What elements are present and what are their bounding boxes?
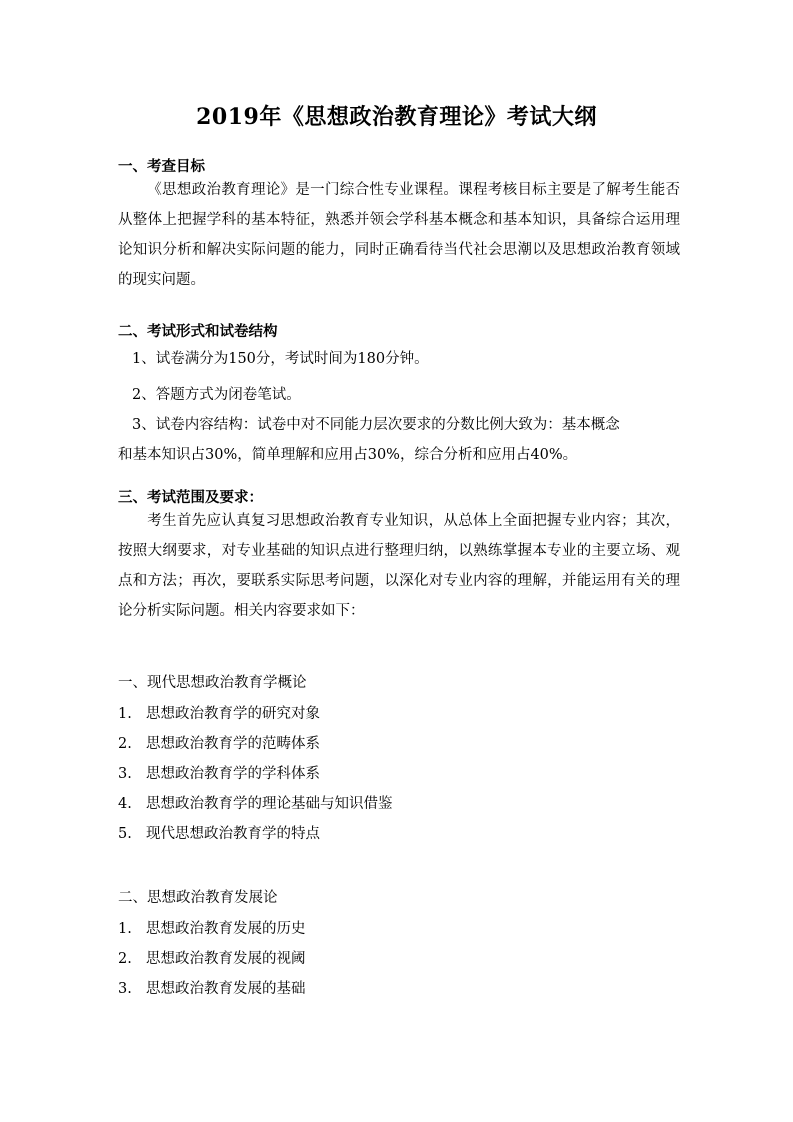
topic-1-item — [118, 794, 393, 814]
item-text: 思想政治教育学的学科体系 — [146, 766, 320, 782]
item-number: 1. — [118, 706, 132, 722]
document-title: 2019年《思想政治教育理论》考试大纲 — [196, 104, 597, 130]
section-heading-format: 二、考试形式和试卷结构 — [118, 324, 278, 340]
item-number: 2. — [118, 736, 132, 752]
section-heading-objectives: 一、考查目标 — [118, 159, 205, 175]
topic-2-item — [118, 979, 306, 999]
format-item-3: 3、试卷内容结构：试卷中对不同能力层次要求的分数比例大致为：基本概念 — [132, 417, 620, 433]
topic-heading-2: 二、思想政治教育发展论 — [118, 890, 278, 906]
item-text: 思想政治教育学的理论基础与知识借鉴 — [146, 796, 393, 812]
paragraph-text: 《思想政治教育理论》是一门综合性专业课程。课程考核目标主要是了解考生能否从整体上把握学科的基本特征，熟悉并领会学科基本概念和基本知识，具备综合运用理论知识分析和解决实际问题的能力，同时正确看待当代社会思潮以及思想政治教育领域的现实问题。 — [118, 182, 680, 288]
topic-1-item — [118, 734, 320, 754]
topic-2-item — [118, 919, 306, 939]
item-number: 3. — [118, 766, 132, 782]
item-text: 现代思想政治教育学的特点 — [146, 826, 320, 842]
item-text: 思想政治教育发展的历史 — [146, 921, 306, 937]
item-number: 3. — [118, 981, 132, 997]
section-paragraph-objectives — [118, 175, 680, 295]
topic-1-item — [118, 704, 320, 724]
item-number: 4. — [118, 796, 132, 812]
topic-2-item — [118, 949, 306, 969]
topic-heading-1: 一、现代思想政治教育学概论 — [118, 675, 307, 691]
item-text: 思想政治教育学的范畴体系 — [146, 736, 320, 752]
topic-1-item — [118, 764, 320, 784]
item-text: 思想政治教育学的研究对象 — [146, 706, 320, 722]
item-number: 5. — [118, 826, 132, 842]
format-item-3-continuation: 和基本知识占30%，简单理解和应用占30%，综合分析和应用占40%。 — [118, 447, 578, 463]
topic-1-item — [118, 824, 320, 844]
paragraph-text: 考生首先应认真复习思想政治教育专业知识，从总体上全面把握专业内容；其次，按照大纲要求，对专业基础的知识点进行整理归纳，以熟练掌握本专业的主要立场、观点和方法；再次，要联系实际思考问题，以深化对专业内容的理解，并能运用有关的理论分析实际问题。相关内容要求如下： — [118, 513, 680, 619]
item-text: 思想政治教育发展的视阈 — [146, 951, 306, 967]
format-item-2: 2、答题方式为闭卷笔试。 — [132, 387, 301, 403]
section-paragraph-scope — [118, 506, 680, 626]
section-heading-scope: 三、考试范围及要求： — [118, 490, 263, 506]
item-number: 1. — [118, 921, 132, 937]
item-text: 思想政治教育发展的基础 — [146, 981, 306, 997]
format-item-1: 1、试卷满分为150分，考试时间为180分钟。 — [132, 351, 429, 367]
item-number: 2. — [118, 951, 132, 967]
